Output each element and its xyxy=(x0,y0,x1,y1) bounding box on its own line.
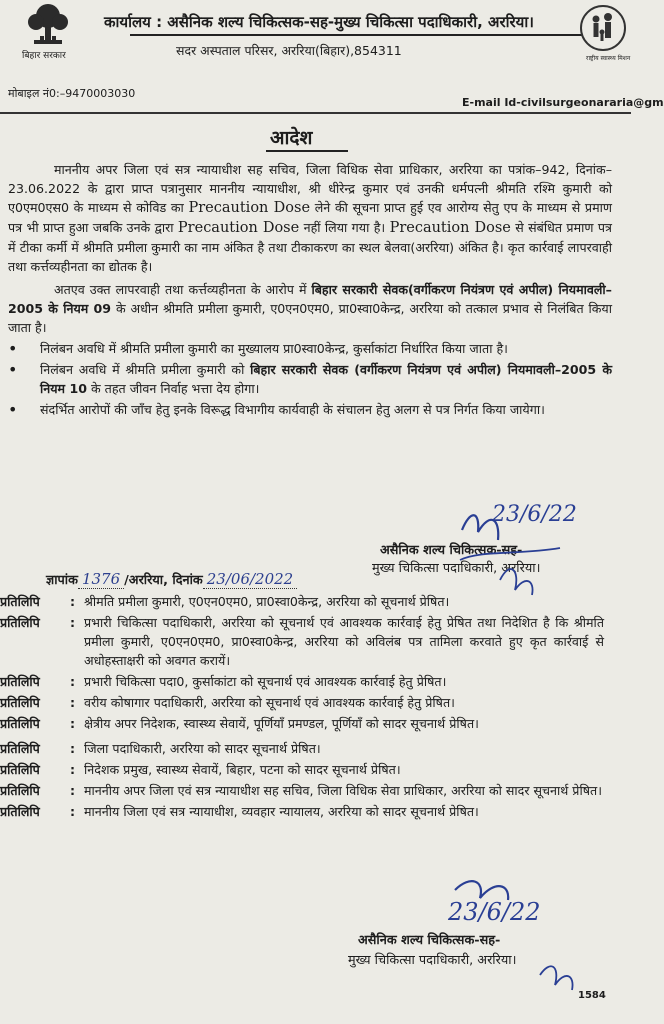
copy-item: प्रतिलिपि : वरीय कोषागार पदाधिकारी, अररिया को सूचनार्थ एवं आवश्यक कार्रवाई हेतु प्रेषित। xyxy=(0,693,604,712)
copy-item: प्रतिलिपि : श्रीमति प्रमीला कुमारी, ए0एन0एम0, प्रा0स्वा0केन्द्र, अररिया को सूचनार्थ प्रेषित। xyxy=(0,592,604,611)
para1-text-b: लेने की सूचना प्राप्त हुई एव आरोग्य सेतु एप के माध्यम से प्रमाण पत्र भी प्राप्त हुआ जबकि उनके द्वारा xyxy=(8,200,612,235)
memo-mid: /अररिया, दिनांक xyxy=(124,573,203,588)
copy-item: प्रतिलिपि : प्रभारी चिकित्सा पदा0, कुर्साकांटा को सूचनार्थ एवं आवश्यक कार्रवाई हेतु प्रेषित। xyxy=(0,672,604,691)
copy-item: प्रतिलिपि : जिला पदाधिकारी, अररिया को सादर सूचनार्थ प्रेषित। xyxy=(0,739,604,758)
copy-text: माननीय जिला एवं सत्र न्यायाधीश, व्यवहार न्यायालय, अररिया को सादर सूचनार्थ प्रेषित। xyxy=(84,804,479,819)
copy-label: प्रतिलिपि xyxy=(0,674,40,689)
bullet-text: के तहत जीवन निर्वाह भत्ता देय होगा। xyxy=(87,381,260,396)
title-underline xyxy=(266,150,348,152)
order-body xyxy=(8,160,612,419)
copy-item: प्रतिलिपि : माननीय जिला एवं सत्र न्यायाधीश, व्यवहार न्यायालय, अररिया को सादर सूचनार्थ प्रेषित। xyxy=(0,802,604,821)
memo-line xyxy=(46,570,297,588)
office-heading: कार्यालय : असैनिक शल्य चिकित्सक-सह-मुख्य चिकित्सा पदाधिकारी, अररिया। xyxy=(104,13,534,31)
copy-label: प्रतिलिपि xyxy=(0,716,40,731)
precaution-dose-term: Precaution Dose xyxy=(389,220,511,236)
memo-date: 23/06/2022 xyxy=(203,570,297,589)
logo-caption: राष्ट्रीय स्वास्थ्य मिशन xyxy=(586,55,631,62)
order-title: आदेश xyxy=(270,127,313,149)
copy-text: वरीय कोषागार पदाधिकारी, अररिया को सूचनार्थ एवं आवश्यक कार्रवाई हेतु प्रेषित। xyxy=(84,695,455,710)
copy-text: जिला पदाधिकारी, अररिया को सादर सूचनार्थ प्रेषित। xyxy=(84,741,321,756)
para1-text-a: माननीय अपर जिला एवं सत्र न्यायाधीश सह सचिव, जिला विधिक सेवा प्राधिकार, अररिया का पत्रांक–942, दिनांक–23.06.2022 के द्वारा प्राप्त पत्रानुसार माननीय न्यायाधीश, श्री धीरेन्द्र कुमार एवं उनकी धर्मपत्नी श्रीमति रश्मि कुमारी को ए0एम0एस0 के माध्यम से कोविड का xyxy=(8,162,612,215)
copy-item: प्रतिलिपि : माननीय अपर जिला एवं सत्र न्यायाधीश सह सचिव, जिला विधिक सेवा प्राधिकार, अररिया को सादर सूचनार्थ प्रेषित। xyxy=(0,781,604,800)
signatory-designation: असैनिक शल्य चिकित्सक-सह- xyxy=(380,543,523,558)
copy-label: प्रतिलिपि xyxy=(0,695,40,710)
copy-label: प्रतिलिपि xyxy=(0,615,40,630)
precaution-dose-term: Precaution Dose xyxy=(177,220,300,236)
nhm-logo-icon xyxy=(578,2,631,62)
signatory-designation: असैनिक शल्य चिकित्सक-सह- xyxy=(358,933,501,948)
bullet-text: संदर्भित आरोपों की जाँच हेतु इनके विरूद्ध विभागीय कार्यवाही के संचालन हेतु अलग से पत्र निर्गत किया जायेगा। xyxy=(40,402,545,417)
signatory-designation-line2: मुख्य चिकित्सा पदाधिकारी, अररिया। xyxy=(348,953,517,968)
bullet-text: निलंबन अवधि में श्रीमति प्रमीला कुमारी को xyxy=(40,362,251,377)
rule-reference: बिहार सरकारी सेवक (वर्गीकरण नियंत्रण एवं अपील) नियमावली–2005 के नियम 10 xyxy=(40,362,612,396)
para1-text-c: नहीं लिया गया है। xyxy=(299,220,390,235)
precaution-dose-term: Precaution Dose xyxy=(188,200,311,216)
bullet-item xyxy=(8,339,612,358)
bullet-text: निलंबन अवधि में श्रीमति प्रमीला कुमारी का मुख्यालय प्रा0स्वा0केन्द्र, कुर्साकांटा निर्धारित किया जाता है। xyxy=(40,341,508,356)
signatory-designation-line2: मुख्य चिकित्सा पदाधिकारी, अररिया। xyxy=(372,561,541,576)
para2-text-a: अतएव उक्त लापरवाही तथा कर्त्तव्यहीनता के आरोप में xyxy=(54,282,312,297)
copy-label: प्रतिलिपि xyxy=(0,594,40,609)
copy-list xyxy=(0,592,604,823)
header-rule xyxy=(0,112,631,114)
bullet-item xyxy=(8,360,612,398)
paragraph-2 xyxy=(8,280,612,337)
copy-label: प्रतिलिपि xyxy=(0,762,40,777)
memo-prefix: ज्ञापांक xyxy=(46,573,78,588)
page-number: 1584 xyxy=(578,990,606,1001)
copy-text: श्रीमति प्रमीला कुमारी, ए0एन0एम0, प्रा0स्वा0केन्द्र, अररिया को सूचनार्थ प्रेषित। xyxy=(84,594,450,609)
copy-text: निदेशक प्रमुख, स्वास्थ्य सेवायें, बिहार, पटना को सादर सूचनार्थ प्रेषित। xyxy=(84,762,401,777)
rule-reference: बिहार सरकारी सेवक(वर्गीकरण नियंत्रण एवं अपील) नियमावली–2005 के नियम 09 xyxy=(8,282,612,316)
emblem-caption: बिहार सरकार xyxy=(22,51,66,61)
para1-text-d: से संबंधित प्रमाण पत्र में टीका कर्मी में श्रीमति प्रमीला कुमारी का नाम अंकित है तथा टीकाकरण का स्थल बेलवा(अररिया) अंकित है। कृत कार्रवाई लापरवाही तथा कर्त्तव्यहीनता का द्योतक है। xyxy=(8,220,612,274)
memo-number: 1376 xyxy=(78,570,124,589)
copy-item: प्रतिलिपि : निदेशक प्रमुख, स्वास्थ्य सेवायें, बिहार, पटना को सादर सूचनार्थ प्रेषित। xyxy=(0,760,604,779)
email-id: E-mail Id-civilsurgeonararia@gm xyxy=(462,96,664,109)
para2-text-b: के अधीन श्रीमति प्रमीला कुमारी, ए0एन0एम0, प्रा0स्वा0केन्द्र, अररिया को तत्काल प्रभाव से निलंबित किया जाता है। xyxy=(8,301,612,335)
copy-text: प्रभारी चिकित्सा पदा0, कुर्साकांटा को सूचनार्थ एवं आवश्यक कार्रवाई हेतु प्रेषित। xyxy=(84,674,447,689)
copy-item: प्रतिलिपि : क्षेत्रीय अपर निदेशक, स्वास्थ्य सेवायें, पूर्णियाँ प्रमण्डल, पूर्णियाँ को सादर सूचनार्थ प्रेषित। xyxy=(0,714,604,733)
handwritten-date-2: 23/6/22 xyxy=(448,898,541,926)
paragraph-1 xyxy=(8,160,612,276)
copy-label: प्रतिलिपि xyxy=(0,783,40,798)
office-address: सदर अस्पताल परिसर, अररिया(बिहार),854311 xyxy=(176,43,402,58)
copy-text: माननीय अपर जिला एवं सत्र न्यायाधीश सह सचिव, जिला विधिक सेवा प्राधिकार, अररिया को सादर सूचनार्थ प्रेषित। xyxy=(84,783,602,798)
copy-label: प्रतिलिपि xyxy=(0,741,40,756)
copy-label: प्रतिलिपि xyxy=(0,804,40,819)
handwritten-date-1: 23/6/22 xyxy=(492,502,577,527)
bullet-item xyxy=(8,400,612,419)
copy-text: क्षेत्रीय अपर निदेशक, स्वास्थ्य सेवायें, पूर्णियाँ प्रमण्डल, पूर्णियाँ को सादर सूचनार्थ प्रेषित। xyxy=(84,716,479,731)
heading-underline xyxy=(130,34,583,36)
copy-item: प्रतिलिपि : प्रभारी चिकित्सा पदाधिकारी, अररिया को सूचनार्थ एवं आवश्यक कार्रवाई हेतु प्रेषित तथा निदेशित है कि श्रीमति प्रमीला कुमारी, ए0एन0एम0, प्रा0स्वा0केन्द्र, अररिया को अविलंब पत्र तामिला करवाते हुए कृत कार्रवाई से अधोहस्ताक्षरी को अवगत करायें। xyxy=(0,615,604,668)
copy-text: प्रभारी चिकित्सा पदाधिकारी, अररिया को सूचनार्थ एवं आवश्यक कार्रवाई हेतु प्रेषित तथा निदेशित है कि श्रीमति प्रमीला कुमारी, ए0एन0एम0, प्रा0स्वा0केन्द्र, अररिया को अविलंब पत्र तामिला करवाते हुए कृत कार्रवाई से अधोहस्ताक्षरी को अवगत करायें। xyxy=(84,615,604,668)
mobile-number: मोबाइल नं0:–9470003030 xyxy=(8,87,136,100)
